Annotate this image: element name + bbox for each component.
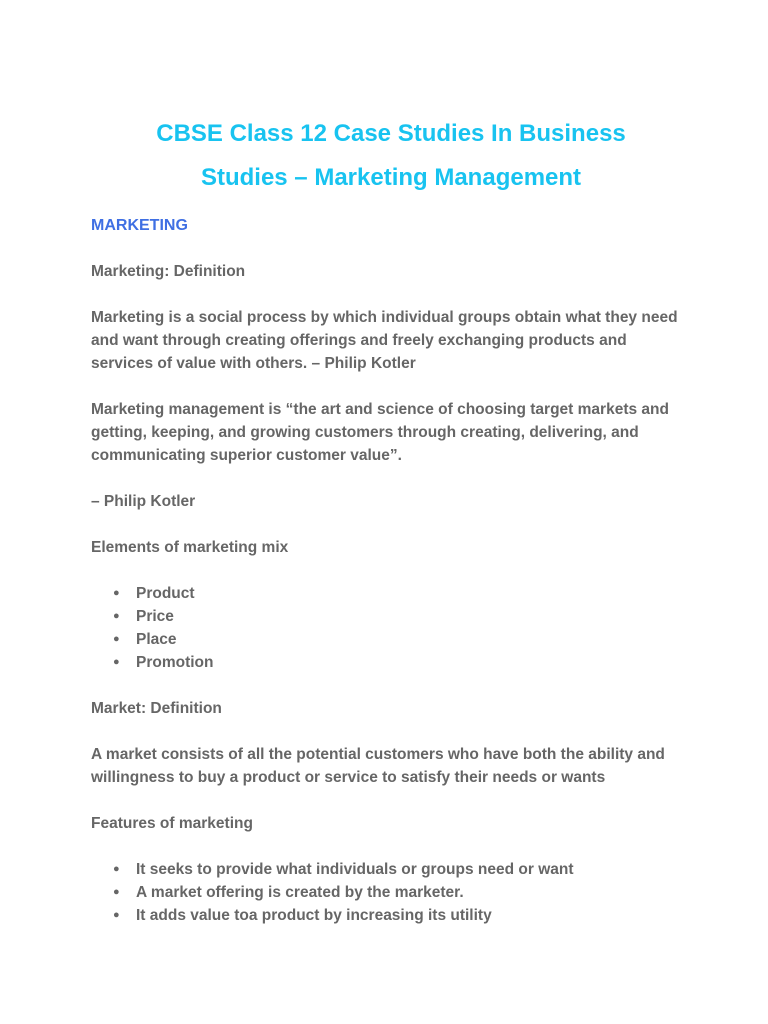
- list-item: [91, 881, 691, 904]
- bullet-icon: ●: [113, 610, 120, 622]
- marketing-mix-list: [91, 582, 691, 674]
- paragraph-line: Marketing management is “the art and science of choosing target markets and: [91, 401, 669, 418]
- marketing-mix-label: Elements of marketing mix: [91, 539, 289, 556]
- bullet-icon: ●: [113, 863, 120, 875]
- document-page: [91, 112, 691, 927]
- list-item-text: It seeks to provide what individuals or groups need or want: [136, 861, 574, 878]
- list-item-text: Promotion: [136, 654, 214, 671]
- title-line-1: CBSE Class 12 Case Studies In Business: [156, 120, 626, 147]
- list-item: [91, 582, 691, 605]
- document-title: [91, 112, 691, 200]
- bullet-icon: ●: [113, 656, 120, 668]
- paragraph-line: Marketing is a social process by which individual groups obtain what they need: [91, 309, 678, 326]
- list-item-text: Price: [136, 608, 174, 625]
- bullet-icon: ●: [113, 587, 120, 599]
- list-item: [91, 651, 691, 674]
- features-list: [91, 858, 691, 927]
- list-item-text: A market offering is created by the marketer.: [136, 884, 464, 901]
- paragraph-line: and want through creating offerings and freely exchanging products and: [91, 332, 627, 349]
- paragraph-line: getting, keeping, and growing customers through creating, delivering, and: [91, 424, 639, 441]
- title-line-2: Studies – Marketing Management: [200, 164, 582, 191]
- paragraph-line: A market consists of all the potential customers who have both the ability and: [91, 746, 665, 763]
- bullet-icon: ●: [113, 633, 120, 645]
- market-definition-label: Market: Definition: [91, 700, 222, 717]
- list-item-text: Product: [136, 585, 195, 602]
- list-item-text: Place: [136, 631, 177, 648]
- paragraph-line: communicating superior customer value”.: [91, 447, 402, 464]
- paragraph-line: willingness to buy a product or service to satisfy their needs or wants: [91, 769, 606, 786]
- features-label: Features of marketing: [91, 815, 253, 832]
- list-item: [91, 904, 691, 927]
- market-definition-paragraph: [91, 743, 691, 789]
- bullet-icon: ●: [113, 909, 120, 921]
- marketing-definition-label: Marketing: Definition: [91, 263, 246, 280]
- marketing-definition-paragraph: [91, 306, 691, 375]
- list-item: [91, 605, 691, 628]
- section-heading-marketing: MARKETING: [91, 217, 188, 234]
- bullet-icon: ●: [113, 886, 120, 898]
- list-item: [91, 628, 691, 651]
- list-item-text: It adds value toa product by increasing its utility: [136, 907, 492, 924]
- management-attribution: – Philip Kotler: [91, 493, 196, 510]
- list-item: [91, 858, 691, 881]
- marketing-management-paragraph: [91, 398, 691, 467]
- paragraph-line: services of value with others. – Philip Kotler: [91, 355, 416, 372]
